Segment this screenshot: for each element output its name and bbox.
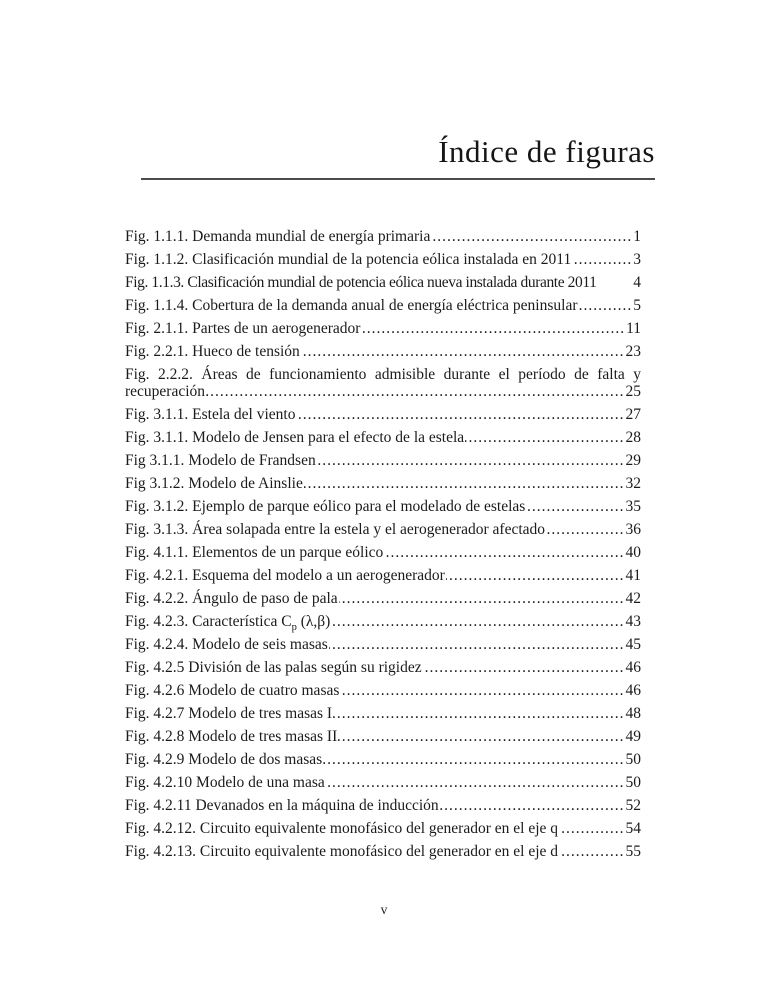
dot-leader bbox=[317, 452, 625, 469]
toc-entry-row bbox=[125, 452, 641, 469]
toc-page-number: 46 bbox=[625, 659, 641, 676]
toc-entry-row bbox=[125, 659, 641, 676]
toc-entry-label: Fig. 4.2.8 Modelo de tres masas II bbox=[125, 728, 338, 745]
label-text: (λ,β) bbox=[296, 613, 331, 630]
dot-leader bbox=[296, 406, 624, 423]
toc-page-number: 49 bbox=[625, 728, 641, 745]
toc-entry bbox=[125, 343, 641, 360]
dot-leader bbox=[465, 429, 624, 446]
toc-entry-row bbox=[125, 251, 641, 268]
dot-leader bbox=[572, 251, 632, 268]
toc-entry-row bbox=[125, 613, 641, 634]
toc-entry-label: Fig. 4.2.4. Modelo de seis masas bbox=[125, 636, 328, 653]
toc-entry-label: Fig. 4.2.9 Modelo de dos masas bbox=[125, 751, 323, 768]
toc-entry-label: recuperación bbox=[125, 383, 206, 400]
dot-leader bbox=[440, 797, 625, 814]
toc-page-number: 25 bbox=[625, 383, 641, 400]
toc-entry bbox=[125, 567, 641, 584]
toc-entry-label bbox=[125, 613, 331, 634]
toc-entry-label: Fig. 4.2.10 Modelo de una masa bbox=[125, 774, 325, 791]
dot-leader bbox=[546, 521, 624, 538]
dot-leader bbox=[326, 774, 625, 791]
toc-entry bbox=[125, 297, 641, 314]
toc-entry-label: Fig. 4.2.1. Esquema del modelo a un aerogenerador bbox=[125, 567, 445, 584]
toc-entry bbox=[125, 452, 641, 469]
toc-entry-row bbox=[125, 521, 641, 538]
toc-entry bbox=[125, 682, 641, 699]
dot-leader bbox=[423, 659, 625, 676]
toc-page-number: 23 bbox=[625, 343, 641, 360]
toc-page-number: 43 bbox=[625, 613, 641, 630]
toc-entry bbox=[125, 774, 641, 791]
page-title: Índice de figuras bbox=[438, 134, 655, 169]
label-text: Fig. 4.2.3. Característica C bbox=[125, 613, 292, 630]
toc-entry bbox=[125, 521, 641, 538]
toc-page-number: 36 bbox=[625, 521, 641, 538]
title-underline bbox=[141, 178, 655, 180]
toc-entry-row bbox=[125, 343, 641, 360]
dot-leader bbox=[338, 728, 624, 745]
toc-entry-label: Fig. 1.1.3. Clasificación mundial de potencia eólica nueva instalada durante 2011 bbox=[125, 274, 597, 291]
toc-page-number: 48 bbox=[625, 705, 641, 722]
toc-entry-row bbox=[125, 682, 641, 699]
toc-entry-label: Fig. 4.1.1. Elementos de un parque eólico bbox=[125, 544, 384, 561]
toc-page-number: 46 bbox=[625, 682, 641, 699]
toc-entry-label: Fig. 4.2.6 Modelo de cuatro masas bbox=[125, 682, 340, 699]
dot-leader bbox=[431, 228, 632, 245]
dot-leader bbox=[339, 590, 625, 607]
dot-leader bbox=[304, 475, 625, 492]
folio-page-number: v bbox=[380, 902, 388, 917]
toc-entry-label: Fig. 4.2.11 Devanados en la máquina de inducción bbox=[125, 797, 439, 814]
toc-entry-label: Fig. 4.2.2. Ángulo de paso de pala bbox=[125, 590, 338, 607]
dot-leader bbox=[446, 567, 625, 584]
toc-entry-label: Fig 3.1.1. Modelo de Frandsen bbox=[125, 452, 316, 469]
toc-entry bbox=[125, 251, 641, 268]
toc-entry-row bbox=[125, 274, 641, 291]
dot-leader bbox=[361, 320, 625, 337]
toc-page-number: 3 bbox=[633, 251, 641, 268]
toc-page-number: 32 bbox=[625, 475, 641, 492]
toc-entry-row bbox=[125, 429, 641, 446]
toc-entry-label: Fig 3.1.2. Modelo de Ainslie bbox=[125, 475, 303, 492]
dot-leader bbox=[329, 636, 625, 653]
toc-entry-label: Fig. 4.2.7 Modelo de tres masas I bbox=[125, 705, 333, 722]
toc-entry bbox=[125, 659, 641, 676]
toc-entry-row bbox=[125, 843, 641, 860]
page-header bbox=[141, 0, 655, 180]
toc-page-number: 52 bbox=[625, 797, 641, 814]
toc-entry-row bbox=[125, 383, 641, 400]
toc-page-number: 29 bbox=[625, 452, 641, 469]
toc-entry-row bbox=[125, 774, 641, 791]
toc-entry-label: Fig. 3.1.1. Estela del viento bbox=[125, 406, 296, 423]
toc-page-number: 55 bbox=[625, 843, 641, 860]
toc-page-number: 50 bbox=[625, 774, 641, 791]
toc-page-number: 54 bbox=[625, 820, 641, 837]
toc-entry-label: Fig. 4.2.5 División de las palas según su rigidez bbox=[125, 659, 422, 676]
toc-entry bbox=[125, 613, 641, 634]
toc-entry-label: Fig. 4.2.13. Circuito equivalente monofásico del generador en el eje d bbox=[125, 843, 559, 860]
toc-entry-row bbox=[125, 228, 641, 245]
dot-leader bbox=[578, 297, 632, 314]
toc-entry-row bbox=[125, 406, 641, 423]
toc-entry bbox=[125, 366, 641, 400]
dot-leader bbox=[559, 843, 624, 860]
toc-page-number: 4 bbox=[633, 274, 641, 291]
dot-leader bbox=[333, 705, 624, 722]
toc-page-number: 45 bbox=[625, 636, 641, 653]
toc-entry-row bbox=[125, 751, 641, 768]
toc-entry-row bbox=[125, 705, 641, 722]
dot-leader bbox=[340, 682, 624, 699]
toc-entry-row bbox=[125, 297, 641, 314]
toc-entry-row bbox=[125, 728, 641, 745]
toc-entry-label: Fig. 1.1.4. Cobertura de la demanda anual de energía eléctrica peninsular bbox=[125, 297, 578, 314]
dot-leader bbox=[384, 544, 624, 561]
toc-entry-row bbox=[125, 797, 641, 814]
toc-entry bbox=[125, 320, 641, 337]
toc-entry-label: Fig. 3.1.3. Área solapada entre la estela y el aerogenerador afectado bbox=[125, 521, 546, 538]
toc-entry-row bbox=[125, 636, 641, 653]
toc-entry bbox=[125, 843, 641, 860]
toc-page-number: 35 bbox=[625, 498, 641, 515]
toc-entry-row bbox=[125, 820, 641, 837]
dot-leader bbox=[331, 613, 624, 630]
toc-entry bbox=[125, 728, 641, 745]
toc-page-number: 28 bbox=[625, 429, 641, 446]
subscript-text: p bbox=[291, 622, 297, 634]
toc-entry-label: Fig. 1.1.2. Clasificación mundial de la potencia eólica instalada en 2011 bbox=[125, 251, 572, 268]
toc-page-number: 27 bbox=[625, 406, 641, 423]
dot-leader bbox=[323, 751, 624, 768]
toc-entry-label: Fig. 2.1.1. Partes de un aerogenerador bbox=[125, 320, 361, 337]
toc-entry-label: Fig. 3.1.2. Ejemplo de parque eólico para el modelado de estelas bbox=[125, 498, 526, 515]
toc-entry bbox=[125, 274, 641, 291]
toc-entry bbox=[125, 751, 641, 768]
toc-entry-label: Fig. 1.1.1. Demanda mundial de energía primaria bbox=[125, 228, 431, 245]
toc-entry-row bbox=[125, 590, 641, 607]
figure-list bbox=[125, 228, 641, 866]
toc-entry bbox=[125, 228, 641, 245]
toc-entry-row bbox=[125, 475, 641, 492]
dot-leader bbox=[559, 820, 624, 837]
toc-page-number: 5 bbox=[633, 297, 641, 314]
toc-entry-label: Fig. 2.2.1. Hueco de tensión bbox=[125, 343, 300, 360]
toc-page-number: 11 bbox=[626, 320, 641, 337]
toc-page-number: 1 bbox=[633, 228, 641, 245]
toc-entry-label: Fig. 3.1.1. Modelo de Jensen para el efecto de la estela bbox=[125, 429, 465, 446]
toc-entry bbox=[125, 797, 641, 814]
toc-page-number: 41 bbox=[625, 567, 641, 584]
dot-leader bbox=[206, 383, 624, 400]
dot-leader bbox=[301, 343, 625, 360]
toc-entry-label-line: Fig. 2.2.2. Áreas de funcionamiento admisible durante el período de falta y bbox=[125, 366, 641, 383]
toc-entry bbox=[125, 475, 641, 492]
toc-entry-row bbox=[125, 544, 641, 561]
toc-entry bbox=[125, 544, 641, 561]
toc-page-number: 40 bbox=[625, 544, 641, 561]
toc-entry-row bbox=[125, 320, 641, 337]
toc-entry-row bbox=[125, 498, 641, 515]
toc-page-number: 50 bbox=[625, 751, 641, 768]
toc-entry bbox=[125, 406, 641, 423]
toc-entry bbox=[125, 636, 641, 653]
dot-leader bbox=[526, 498, 624, 515]
toc-entry bbox=[125, 590, 641, 607]
page-footer bbox=[0, 901, 768, 918]
toc-entry-row bbox=[125, 567, 641, 584]
toc-entry bbox=[125, 820, 641, 837]
toc-entry-label: Fig. 4.2.12. Circuito equivalente monofásico del generador en el eje q bbox=[125, 820, 559, 837]
toc-entry bbox=[125, 705, 641, 722]
toc-entry bbox=[125, 429, 641, 446]
toc-page-number: 42 bbox=[625, 590, 641, 607]
toc-entry bbox=[125, 498, 641, 515]
